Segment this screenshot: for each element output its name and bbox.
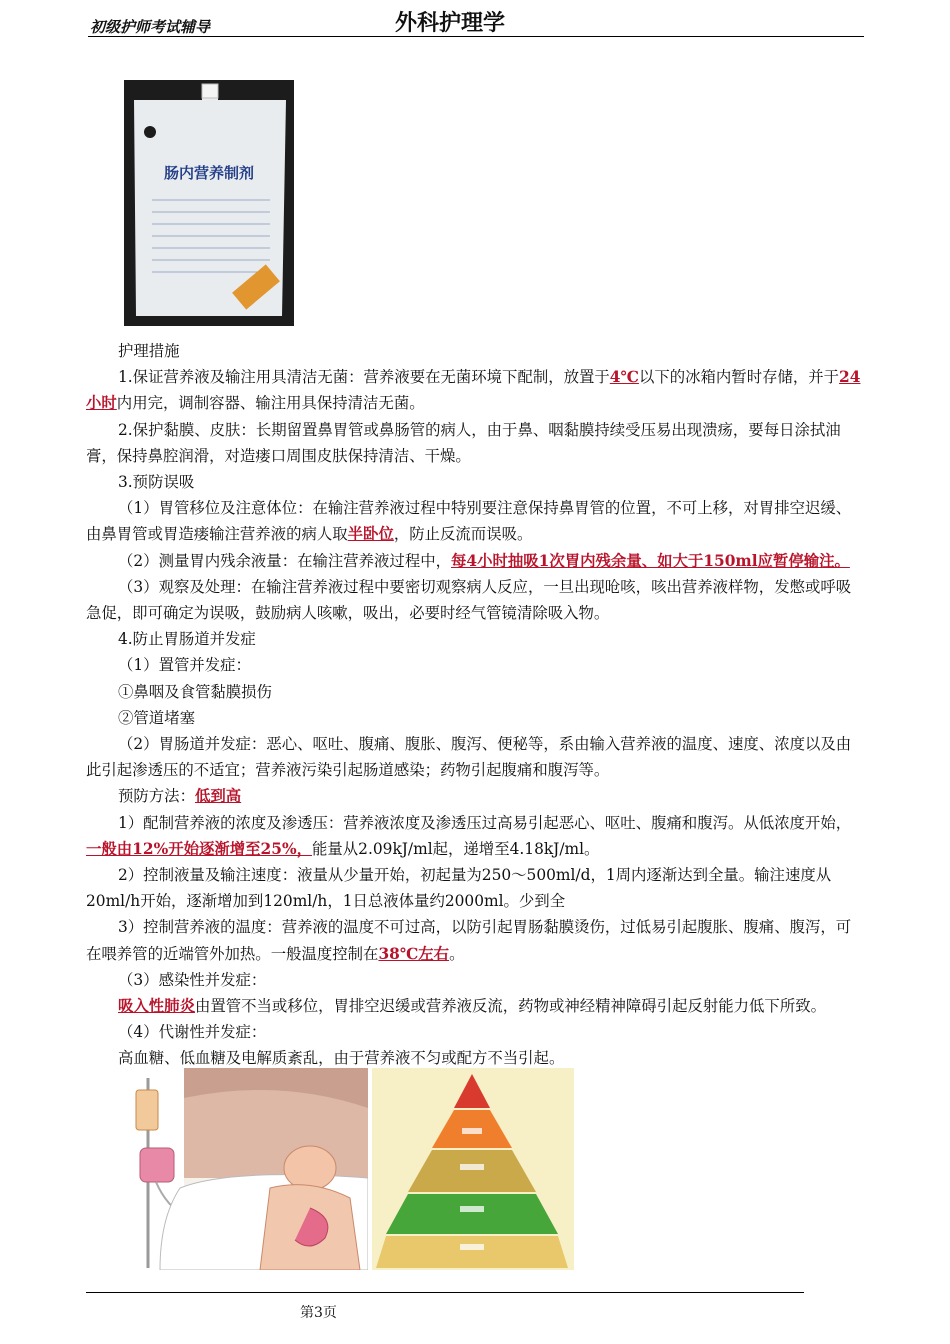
footer-divider	[86, 1292, 804, 1293]
header-course-label: 初级护师考试辅导	[90, 18, 211, 36]
item-3-2: （2）测量胃内残余液量：在输注营养液过程中，每4小时抽吸1次胃内残余量、如大于150ml应暂停输注。	[118, 551, 850, 570]
highlight-aspiration-pneumonia: 吸入性肺炎	[118, 997, 195, 1016]
prevention-3: 3）控制营养液的温度：营养液的温度不可过高，以防引起胃肠黏膜烫伤，过低易引起腹胀、腹痛、腹泻，可在喂养管的近端管外加热。一般温度控制在38℃左右。	[86, 918, 852, 963]
item-4-1: （1）置管并发症：	[118, 656, 251, 675]
item-4-4: （4）代谢性并发症：	[118, 1023, 267, 1042]
tube-feeding-illustration	[120, 1068, 368, 1270]
food-pyramid-illustration	[372, 1068, 574, 1270]
item-3-heading: 3.预防误吸	[118, 473, 195, 492]
bag-label: 肠内营养制剂	[163, 164, 255, 182]
prevention-1: 1）配制营养液的浓度及渗透压：营养液浓度及渗透压过高易引起恶心、呕吐、腹痛和腹泻。从低浓度开始，一般由12%开始逐渐增至25%，能量从2.09kJ/ml起，递增至4.18kJ/ml。	[86, 813, 852, 858]
item-4-3: （3）感染性并发症：	[118, 970, 267, 989]
highlight-low-to-high: 低到高	[194, 787, 242, 806]
item-1: 1.保证营养液及输注用具清洁无菌：营养液要在无菌环境下配制，放置于4℃以下的冰箱内暂时存储，并于24小时内用完，调制容器、输注用具保持清洁无菌。	[86, 368, 861, 413]
highlight-38c: 38℃左右	[378, 944, 450, 963]
item-4-1-b: ②管道堵塞	[118, 708, 195, 727]
highlight-4c: 4℃	[609, 368, 639, 387]
highlight-residual: 每4小时抽吸1次胃内残余量、如大于150ml应暂停输注。	[451, 551, 850, 570]
metabolic-text: 高血糖、低血糖及电解质紊乱，由于营养液不匀或配方不当引起。	[118, 1049, 565, 1068]
highlight-24h: 24小时	[86, 368, 861, 413]
item-3-3: （3）观察及处理：在输注营养液过程中要密切观察病人反应，一旦出现呛咳，咳出营养液样物，发憋或呼吸急促，即可确定为误吸，鼓励病人咳嗽，吸出，必要时经气管镜清除吸入物。	[86, 577, 852, 623]
header-divider	[88, 36, 864, 37]
section-title: 护理措施	[118, 342, 180, 360]
item-4-heading: 4.防止胃肠道并发症	[118, 630, 256, 649]
highlight-concentration: 一般由12%开始逐渐增至25%，	[86, 839, 312, 858]
item-4-1-a: ①鼻咽及食管黏膜损伤	[118, 682, 272, 701]
enteral-nutrition-bag-image	[124, 80, 294, 326]
prevention-2: 2）控制液量及输注速度：液量从少量开始，初起量为250～500ml/d，1周内逐渐达到全量。输注速度从20ml/h开始，逐渐增加到120ml/h，1日总液体量约2000ml。少到全	[86, 866, 832, 911]
prevention-method: 预防方法：低到高	[118, 787, 242, 806]
page-number: 第3页	[300, 1305, 337, 1321]
highlight-semi-recumbent: 半卧位	[347, 525, 394, 544]
header-title: 外科护理学	[395, 10, 506, 36]
document-body	[86, 338, 866, 1072]
infection-text: 吸入性肺炎由置管不当或移位，胃排空迟缓或营养液反流，药物或神经精神障碍引起反射能力低下所致。	[118, 997, 826, 1016]
item-4-2: （2）胃肠道并发症：恶心、呕吐、腹痛、腹胀、腹泻、便秘等，系由输入营养液的温度、速度、浓度以及由此引起渗透压的不适宜；营养液污染引起肠道感染；药物引起腹痛和腹泻等。	[86, 735, 852, 780]
item-3-1: （1）胃管移位及注意体位：在输注营养液过程中特别要注意保持鼻胃管的位置，不可上移，对胃排空迟缓、由鼻胃管或胃造瘘输注营养液的病人取半卧位，防止反流而误吸。	[86, 499, 852, 544]
item-2: 2.保护黏膜、皮肤：长期留置鼻胃管或鼻肠管的病人，由于鼻、咽黏膜持续受压易出现溃疡，要每日涂拭油膏，保持鼻腔润滑，对造瘘口周围皮肤保持清洁、干燥。	[86, 420, 841, 465]
